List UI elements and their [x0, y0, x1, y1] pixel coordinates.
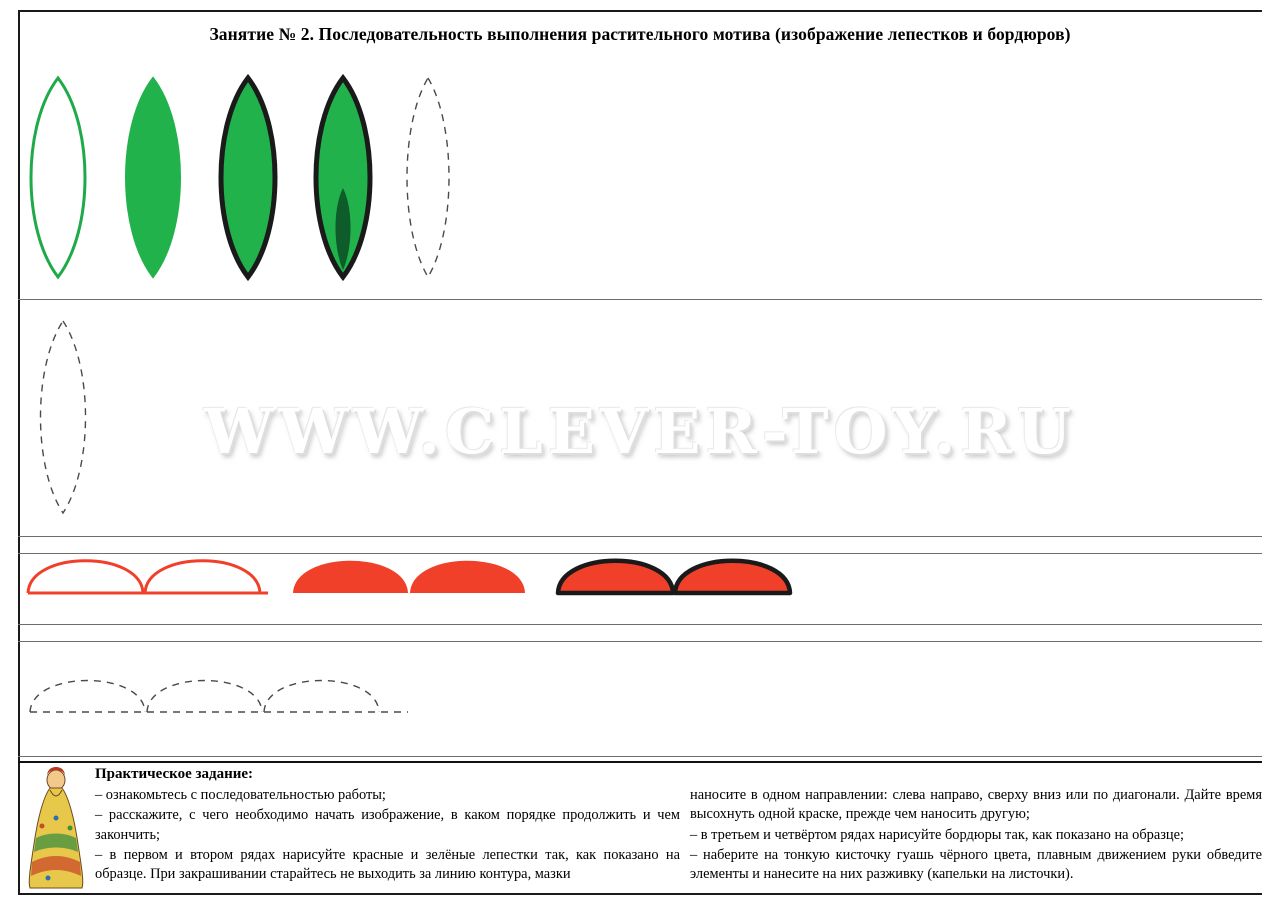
- border-arches-filled-red: [293, 561, 525, 593]
- task-line: – наберите на тонкую кисточку гуашь чёрного цвета, плавным движением руки обведите элементы и нанесите на них разживку (капельки на листочки).: [690, 846, 1262, 883]
- page-border-top: [18, 10, 1262, 12]
- leaf-dashed-template: [407, 78, 449, 277]
- page-title: Занятие № 2. Последовательность выполнения растительного мотива (изображение лепестков и бордюров): [209, 24, 1071, 44]
- matryoshka-doll-icon: [24, 766, 88, 891]
- watermark: WWW.CLEVER-TOY.RU: [204, 395, 1076, 468]
- row-divider-4: [18, 624, 1262, 625]
- leaf-outline-green: [31, 78, 85, 277]
- row-divider-6: [18, 756, 1262, 757]
- task-separator: [18, 761, 1262, 763]
- row-divider-1: [18, 299, 1262, 300]
- leaf-filled-green: [126, 78, 180, 277]
- task-line: – расскажите, с чего необходимо начать изображение, в каком порядке продолжить и чем закончить;: [95, 807, 680, 843]
- border-arches-filled-red-black-outline: [558, 561, 790, 593]
- border-arches-dashed-template: [30, 681, 408, 713]
- row-leaf-practice: [18, 315, 578, 520]
- task-line: – в третьем и четвёртом рядах нарисуйте бордюры так, как показано на образце;: [690, 826, 1184, 843]
- task-line: наносите в одном направлении: слева направо, сверху вниз или по диагонали. Дайте время высохнуть одной краске, прежде чем наносить другую;: [690, 787, 1262, 823]
- leaf-filled-green-black-outline: [221, 78, 275, 277]
- row-border-practice: [18, 650, 448, 730]
- task-line: – ознакомьтесь с последовательностью работы;: [95, 787, 386, 803]
- task-heading: Практическое задание:: [95, 766, 254, 782]
- row-leaves-sample: [18, 70, 578, 285]
- task-line: – в первом и втором рядах нарисуйте красные и зелёные лепестки так, как показано на образце. При закрашивании старайтесь не выходить за линию контура, мазки: [95, 846, 680, 883]
- leaf-dashed-template: [41, 321, 86, 513]
- row-border-sample: [18, 545, 828, 617]
- task-column-left: [95, 786, 680, 885]
- border-arches-outline-red: [28, 561, 268, 593]
- row-divider-5: [18, 641, 1262, 642]
- leaf-filled-green-with-accent: [316, 78, 370, 277]
- page-border-bottom: [18, 893, 1262, 895]
- task-column-right: [690, 786, 1262, 885]
- row-divider-2: [18, 536, 1262, 537]
